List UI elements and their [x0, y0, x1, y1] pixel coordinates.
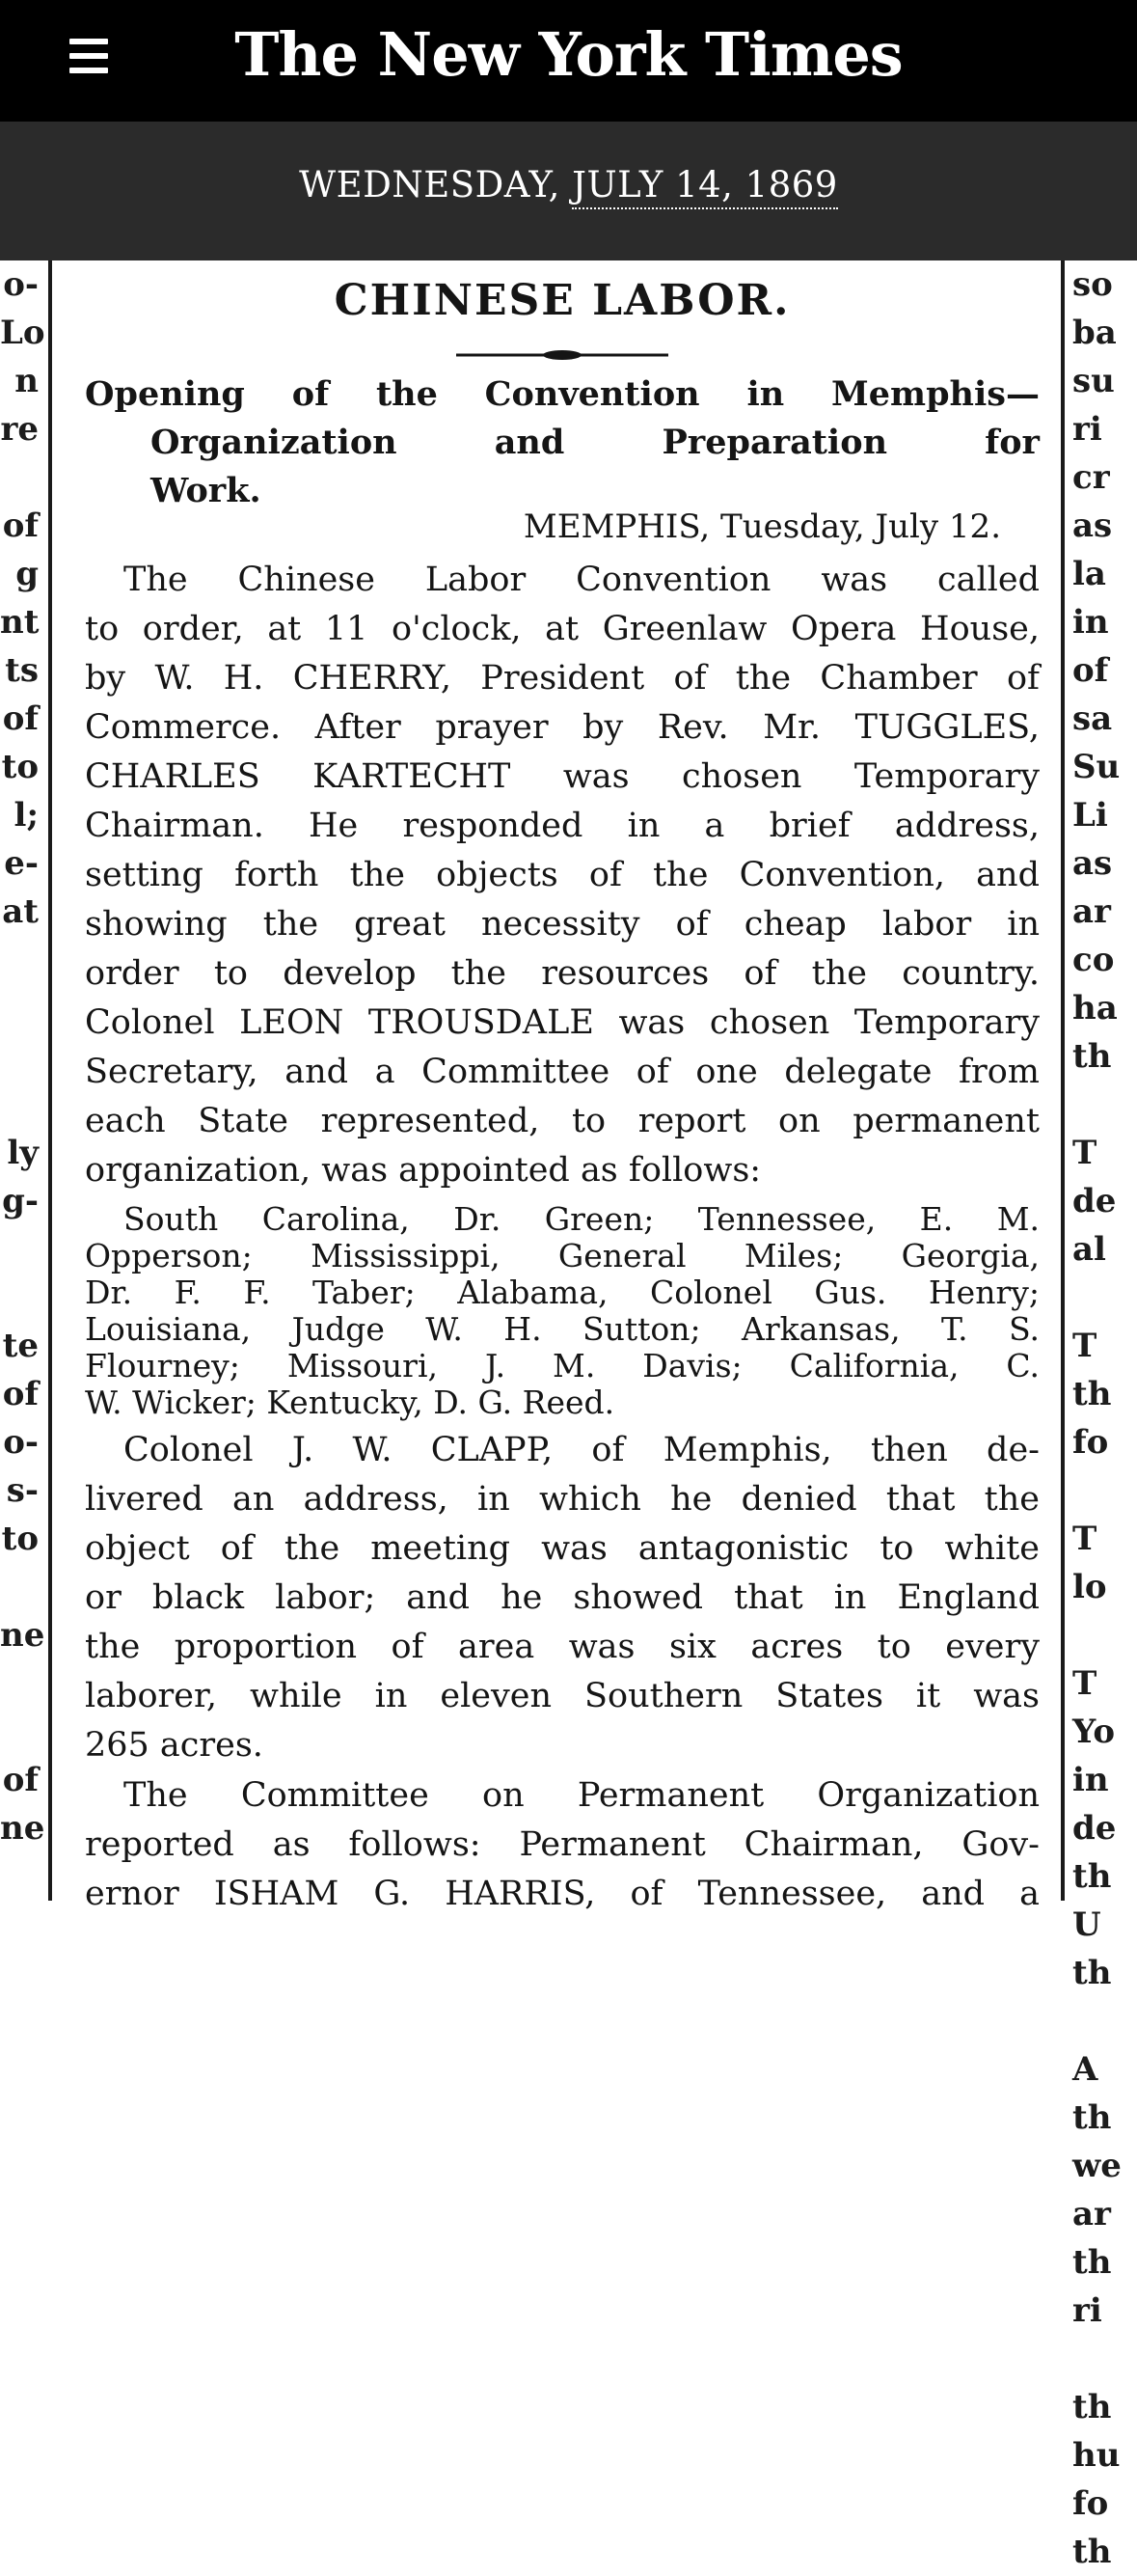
- text-line: Opperson; Mississippi, General Miles; Georgia,: [85, 1237, 1040, 1274]
- article-headline: CHINESE LABOR.: [334, 276, 791, 325]
- text-line: The Committee on Permanent Organization: [123, 1776, 1040, 1815]
- text-line: the proportion of area was six acres to every: [85, 1628, 1040, 1666]
- text-line: The Chinese Labor Convention was called: [123, 561, 1040, 599]
- text-line: laborer, while in eleven Southern States it was: [85, 1677, 1040, 1715]
- date-bar: [0, 122, 1137, 260]
- text-line: Commerce. After prayer by Rev. Mr. TUGGLES,: [85, 708, 1040, 747]
- text-line: Chairman. He responded in a brief address,: [85, 807, 1040, 845]
- date-weekday: WEDNESDAY,: [299, 164, 560, 206]
- masthead-logo[interactable]: The New York Times: [234, 19, 903, 90]
- text-line: South Carolina, Dr. Green; Tennessee, E. M.: [123, 1200, 1040, 1238]
- newspaper-scan: [0, 260, 1137, 2571]
- text-line: livered an address, in which he denied that the: [85, 1480, 1040, 1519]
- text-line: setting forth the objects of the Convention, and: [85, 856, 1040, 894]
- text-line: Flourney; Missouri, J. M. Davis; California, C.: [85, 1347, 1040, 1384]
- issue-date: [0, 164, 1137, 206]
- subhead-line: Organization and Preparation for: [150, 423, 1040, 462]
- article-dateline: MEMPHIS, Tuesday, July 12.: [523, 507, 1001, 546]
- subhead-line: Opening of the Convention in Memphis—: [85, 374, 1040, 414]
- text-line: reported as follows: Permanent Chairman, Gov-: [85, 1825, 1040, 1864]
- text-line: CHARLES KARTECHT was chosen Temporary: [85, 757, 1040, 796]
- text-line: organization, was appointed as follows:: [85, 1151, 762, 1190]
- text-line: W. Wicker; Kentucky, D. G. Reed.: [85, 1384, 615, 1421]
- paragraph-2: [85, 1201, 1040, 1421]
- text-line: order to develop the resources of the country.: [85, 954, 1040, 993]
- text-line: showing the great necessity of cheap labor in: [85, 905, 1040, 944]
- paragraph-4: [85, 1771, 1040, 1919]
- text-line: or black labor; and he showed that in England: [85, 1578, 1040, 1617]
- top-bar: [0, 0, 1137, 122]
- paragraph-3: [85, 1426, 1040, 1770]
- text-line: object of the meeting was antagonistic to white: [85, 1529, 1040, 1568]
- text-line: Colonel J. W. CLAPP, of Memphis, then de-: [123, 1431, 1040, 1469]
- text-line: Secretary, and a Committee of one delegate from: [85, 1053, 1040, 1091]
- paragraph-1: [85, 556, 1040, 1195]
- text-line: each State represented, to report on permanent: [85, 1102, 1040, 1140]
- date-link[interactable]: JULY 14, 1869: [572, 164, 838, 209]
- column-rule-right: [1061, 260, 1065, 1901]
- text-line: ernor ISHAM G. HARRIS, of Tennessee, and a: [85, 1875, 1040, 1913]
- text-line: by W. H. CHERRY, President of the Chamber of: [85, 659, 1040, 698]
- text-line: to order, at 11 o'clock, at Greenlaw Opera House,: [85, 610, 1040, 648]
- article-subhead: [85, 370, 1040, 515]
- column-rule-left: [48, 260, 52, 1901]
- text-line: Colonel LEON TROUSDALE was chosen Temporary: [85, 1003, 1040, 1042]
- text-line: Louisiana, Judge W. H. Sutton; Arkansas, T. S.: [85, 1310, 1040, 1348]
- text-line: Dr. F. F. Taber; Alabama, Colonel Gus. Henry;: [85, 1274, 1040, 1311]
- right-column-fragment: so ba su ri cr as la in of sa Su Li as ar co ha th T de al T th fo T lo T Yo in de th U th A th we ar th ri th hu fo th: [1072, 265, 1122, 2571]
- ornament-rule-icon: [456, 349, 668, 361]
- left-column-fragment: o- Lo n re of g nt ts of to l; e- at ly g- te of o- s- to ne of ne: [0, 265, 45, 1848]
- subhead-line: Work.: [150, 471, 261, 510]
- text-line: 265 acres.: [85, 1726, 263, 1765]
